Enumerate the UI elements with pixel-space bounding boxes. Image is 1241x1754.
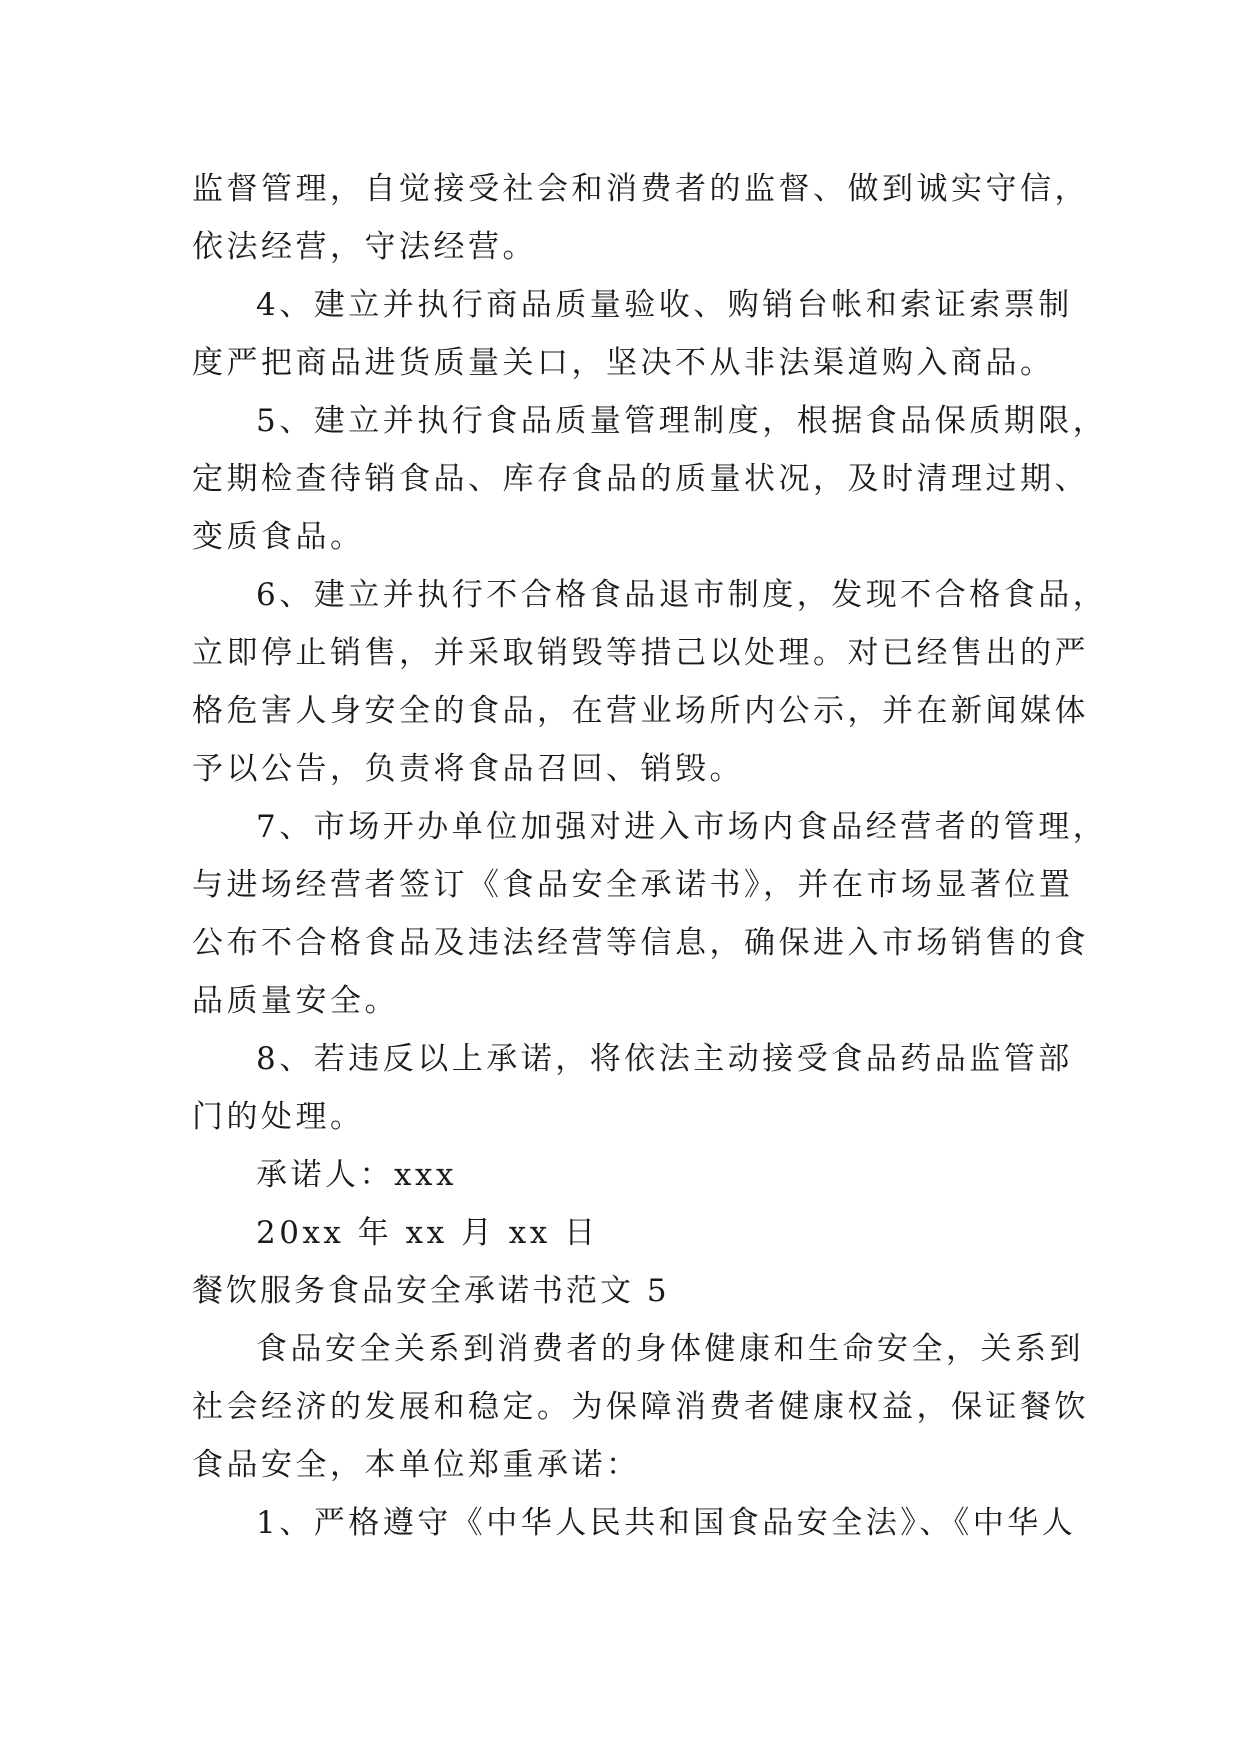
paragraph-line: 6、建立并执行不合格食品退市制度，发现不合格食品， bbox=[256, 577, 1108, 613]
paragraph-line: 格危害人身安全的食品，在营业场所内公示，并在新闻媒体 bbox=[192, 693, 1089, 729]
paragraph-line: 7、市场开办单位加强对进入市场内食品经营者的管理， bbox=[256, 809, 1108, 845]
paragraph-line: 定期检查待销食品、库存食品的质量状况，及时清理过期、 bbox=[192, 461, 1089, 497]
paragraph-line: 社会经济的发展和稳定。为保障消费者健康权益，保证餐饮 bbox=[192, 1389, 1089, 1425]
paragraph-line: 门的处理。 bbox=[192, 1099, 365, 1135]
paragraph-line: 立即停止销售，并采取销毁等措己以处理。对已经售出的严 bbox=[192, 635, 1089, 671]
section-heading: 餐饮服务食品安全承诺书范文 5 bbox=[192, 1273, 670, 1309]
paragraph-line: 监督管理，自觉接受社会和消费者的监督、做到诚实守信， bbox=[192, 171, 1089, 207]
paragraph-line: 公布不合格食品及违法经营等信息，确保进入市场销售的食 bbox=[192, 925, 1089, 961]
paragraph-line: 食品安全关系到消费者的身体健康和生命安全，关系到 bbox=[256, 1331, 1084, 1367]
paragraph-line: 1、严格遵守《中华人民共和国食品安全法》、《中华人 bbox=[256, 1505, 1077, 1541]
paragraph-line: 5、建立并执行食品质量管理制度，根据食品保质期限， bbox=[256, 403, 1108, 439]
paragraph-line: 食品安全，本单位郑重承诺： bbox=[192, 1447, 641, 1483]
paragraph-line: 度严把商品进货质量关口，坚决不从非法渠道购入商品。 bbox=[192, 345, 1055, 381]
paragraph-line: 依法经营，守法经营。 bbox=[192, 229, 537, 265]
paragraph-line: 予以公告，负责将食品召回、销毁。 bbox=[192, 751, 744, 787]
document-body bbox=[192, 160, 1108, 1552]
paragraph-line: 8、若违反以上承诺，将依法主动接受食品药品监管部 bbox=[256, 1041, 1073, 1077]
signatory-line: 承诺人：xxx bbox=[256, 1157, 457, 1193]
paragraph-line: 变质食品。 bbox=[192, 519, 365, 555]
paragraph-line: 品质量安全。 bbox=[192, 983, 399, 1019]
date-line: 20xx 年 xx 月 xx 日 bbox=[256, 1215, 599, 1251]
paragraph-line: 与进场经营者签订《食品安全承诺书》，并在市场显著位置 bbox=[192, 867, 1074, 903]
paragraph-line: 4、建立并执行商品质量验收、购销台帐和索证索票制 bbox=[256, 287, 1073, 323]
